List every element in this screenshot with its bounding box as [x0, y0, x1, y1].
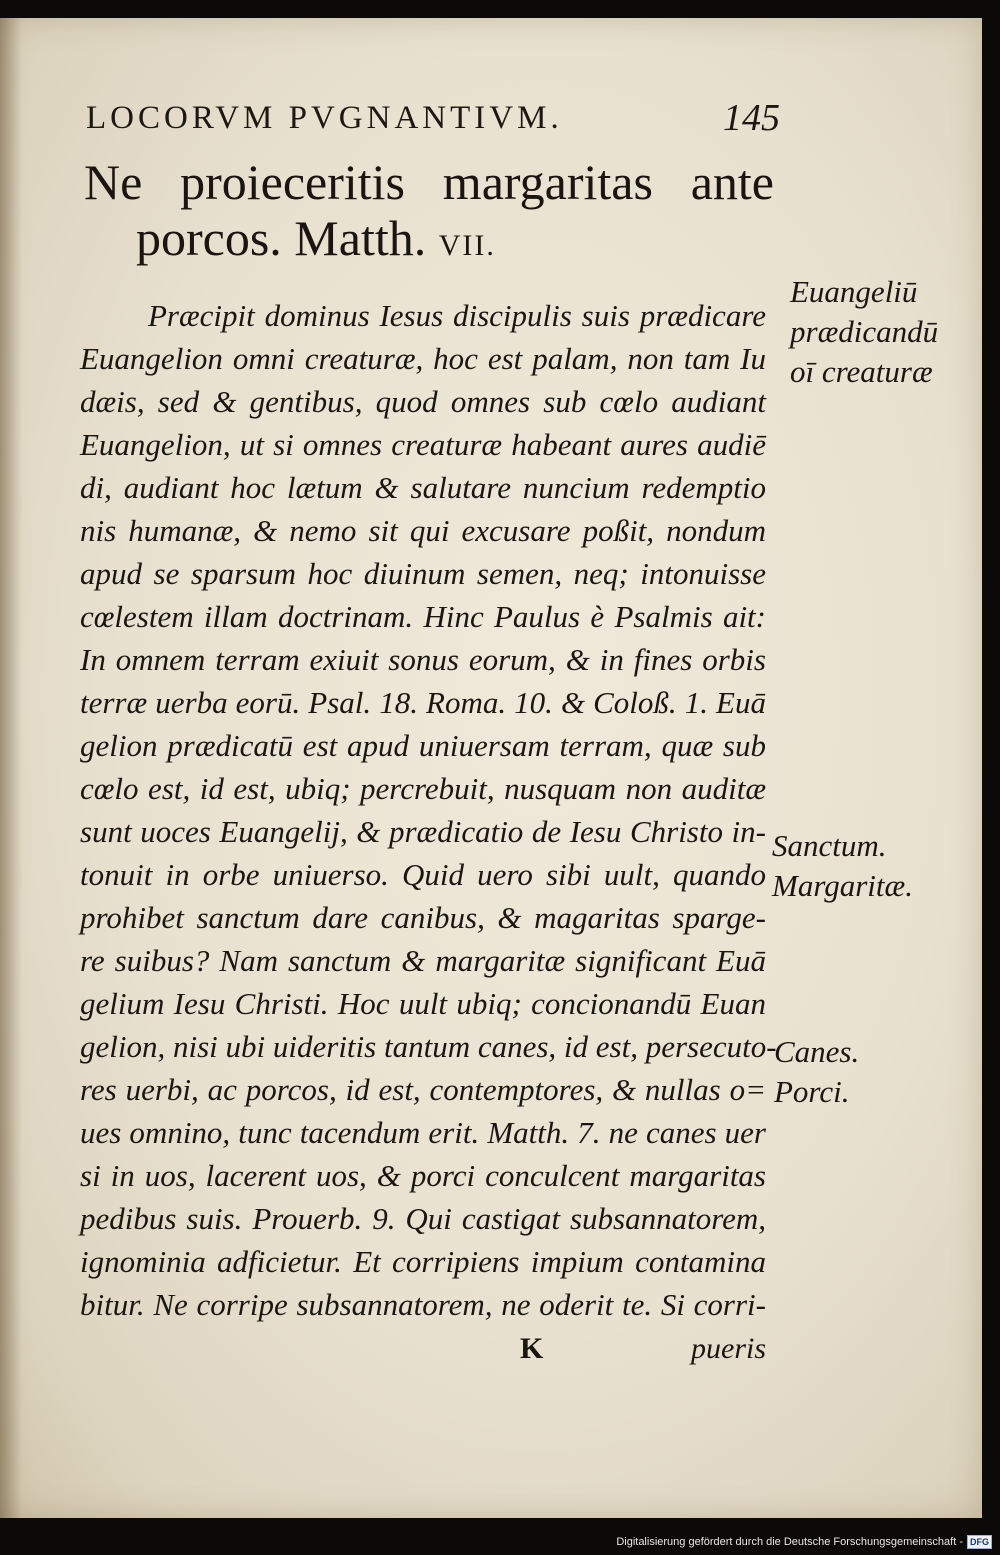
heading-line-2-main: porcos. Matth.	[136, 210, 427, 266]
margin-note-line: Canes.	[774, 1034, 860, 1069]
text-line: In omnem terram exiuit sonus eorum, & in fines orbis	[80, 642, 766, 677]
book-page	[0, 18, 982, 1518]
heading-chapter-ref: VII.	[438, 229, 496, 262]
margin-note-line: Euangeliū	[790, 274, 918, 309]
margin-note-line: Porci.	[774, 1074, 850, 1109]
text-line: di, audiant hoc lætum & salutare nuncium redemptio	[80, 470, 766, 505]
text-line: re suibus? Nam sanctum & margaritæ significant Euā	[80, 943, 766, 978]
margin-note-line: Margaritæ.	[772, 868, 913, 903]
signature-mark: K	[520, 1332, 544, 1365]
credit-text: Digitalisierung gefördert durch die Deutsche Forschungsgemeinschaft -	[616, 1536, 963, 1548]
text-line: cœlo est, id est, ubiq; percrebuit, nusquam non auditæ	[80, 771, 766, 806]
text-line: prohibet sanctum dare canibus, & magaritas sparge-	[80, 900, 766, 935]
text-line: Euangelion, ut si omnes creaturæ habeant aures audiē	[80, 427, 766, 462]
catchline	[80, 1332, 766, 1376]
margin-note-canes-porci	[774, 1032, 859, 1112]
text-line: cœlestem illam doctrinam. Hinc Paulus è Psalmis ait:	[80, 599, 766, 634]
section-heading	[84, 154, 774, 274]
text-line: si in uos, lacerent uos, & porci conculcent margaritas	[80, 1158, 766, 1193]
text-line: dæis, sed & gentibus, quod omnes sub cœlo audiant	[80, 384, 766, 419]
text-line: sunt uoces Euangelij, & prædicatio de Iesu Christo in-	[80, 814, 766, 849]
text-line: tonuit in orbe uniuerso. Quid uero sibi uult, quando	[80, 857, 766, 892]
heading-line-1: Ne proieceritis margaritas ante	[84, 154, 774, 210]
margin-note-euangelium	[790, 272, 938, 392]
text-line: nis humanæ, & nemo sit qui excusare poßit, nondum	[80, 513, 766, 548]
text-line: gelium Iesu Christi. Hoc uult ubiq; concionandū Euan	[80, 986, 766, 1021]
text-line: gelion prædicatū est apud uniuersam terram, quæ sub	[80, 728, 766, 763]
text-line: res uerbi, ac porcos, id est, contemptores, & nullas o=	[80, 1072, 766, 1107]
margin-note-line: Sanctum.	[772, 828, 887, 863]
page-gutter-shadow	[0, 18, 22, 1518]
running-head	[86, 90, 786, 150]
text-line: ues omnino, tunc tacendum erit. Matth. 7. ne canes uer	[80, 1115, 766, 1150]
margin-note-sanctum-margaritae	[772, 826, 913, 906]
margin-note-line: oī creaturæ	[790, 354, 933, 389]
text-line: Præcipit dominus Iesus discipulis suis prædicare	[148, 298, 766, 333]
text-line: ignominia adficietur. Et corripiens impium contamina	[80, 1244, 766, 1279]
digitization-credit	[616, 1535, 992, 1549]
margin-note-line: prædicandū	[790, 314, 939, 349]
text-line: bitur. Ne corripe subsannatorem, ne oderit te. Si corri-	[80, 1287, 766, 1322]
heading-line-2	[84, 210, 774, 274]
catchword: pueris	[691, 1332, 766, 1365]
text-line: apud se sparsum hoc diuinum semen, neq; intonuisse	[80, 556, 766, 591]
text-line: terræ uerba eorū. Psal. 18. Roma. 10. & Coloß. 1. Euā	[80, 685, 766, 720]
text-line: gelion, nisi ubi uideritis tantum canes, id est, persecuto-	[80, 1029, 777, 1064]
text-line: pedibus suis. Prouerb. 9. Qui castigat subsannatorem,	[80, 1201, 766, 1236]
running-title: LOCORVM PVGNANTIVM.	[86, 100, 563, 136]
dfg-logo: DFG	[967, 1535, 992, 1549]
text-line: Euangelion omni creaturæ, hoc est palam, non tam Iu	[80, 341, 766, 376]
page-number: 145	[723, 97, 780, 139]
